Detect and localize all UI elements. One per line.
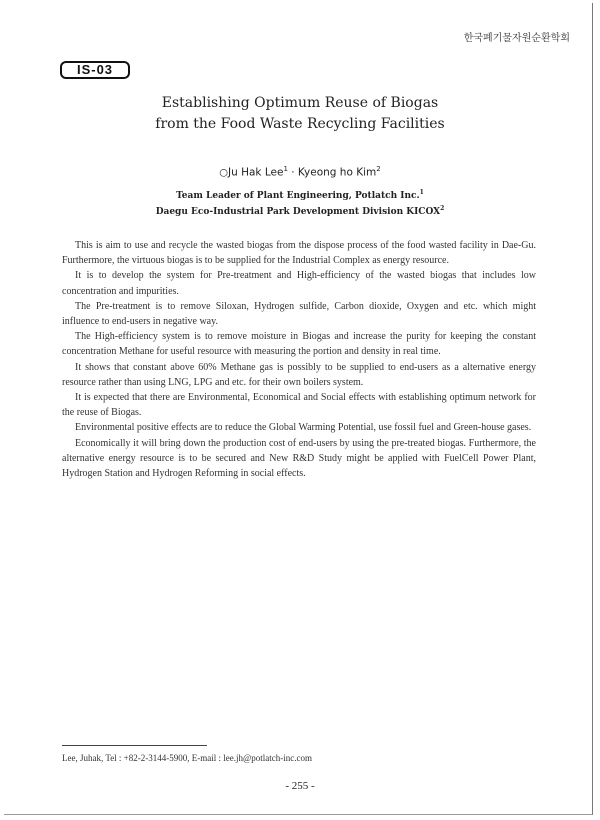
abstract-paragraph: This is aim to use and recycle the wasted biogas from the dispose process of the food wasted facility in Dae-Gu. Furthermore, the virtuous biogas is to be supplied for the Industrial Complex as energy resource. [62, 240, 536, 267]
author-separator: · [287, 166, 298, 179]
footnote-divider [62, 745, 207, 746]
author-1: Ju Hak Lee [228, 166, 284, 179]
author-2-superscript: 2 [376, 165, 381, 173]
author-1-superscript: 1 [283, 165, 288, 173]
affiliation-1 [0, 189, 600, 201]
presenter-marker: ○ [219, 167, 228, 179]
abstract-paragraph: It shows that constant above 60% Methane gas is possibly to be supplied to end-users as a alternative energy resource rather than using LNG, LPG and etc. for their own boilers system. [62, 361, 536, 388]
affiliation-2-superscript: 2 [440, 205, 445, 212]
abstract-paragraph: It is expected that there are Environmental, Economical and Social effects with establishing optimum network for the reuse of Biogas. [62, 392, 536, 419]
corresponding-author-footnote: Lee, Juhak, Tel : +82-2-3144-5900, E-mail : lee.jh@potlatch-inc.com [62, 753, 313, 763]
abstract-paragraph: Environmental positive effects are to reduce the Global Warming Potential, use fossil fuel and Green-house gases. [75, 422, 532, 434]
affiliation-1-superscript: 1 [419, 189, 424, 196]
affiliation-1-text: Team Leader of Plant Engineering, Potlatch Inc. [176, 191, 420, 201]
author-2: Kyeong ho Kim [297, 166, 377, 179]
session-code-badge: IS-03 [60, 61, 130, 79]
paper-title-line-1: Establishing Optimum Reuse of Biogas [161, 95, 439, 111]
paper-title-line-2: from the Food Waste Recycling Facilities [155, 116, 445, 132]
page-number: - 255 - [285, 780, 315, 792]
abstract-paragraph: It is to develop the system for Pre-treatment and High-efficiency of the wasted biogas that includes low concentration and impurities. [62, 270, 536, 297]
abstract-paragraph: The High-efficiency system is to remove moisture in Biogas and increase the purity for keeping the constant concentration Methane for useful resource with measuring the portion and density in real time. [62, 331, 536, 358]
abstract-paragraph: The Pre-treatment is to remove Siloxan, Hydrogen sulfide, Carbon dioxide, Oxygen and etc. which might influence to end-users in negative way. [62, 300, 536, 328]
abstract-body [62, 238, 536, 481]
abstract-paragraph: Economically it will bring down the production cost of end-users by using the pre-treated biogas. Furthermore, the alternative energy resource is to be secured and New R&D Study might be applied with FuelCell Power Plant, Hydrogen Station and Hydrogen Reforming in social effects. [62, 437, 536, 480]
affiliation-2-text: Daegu Eco-Industrial Park Development Division KICOX [155, 207, 441, 217]
affiliation-2 [0, 205, 600, 217]
author-line [0, 165, 600, 179]
society-header: 한국폐기물자원순환학회 [463, 33, 570, 44]
